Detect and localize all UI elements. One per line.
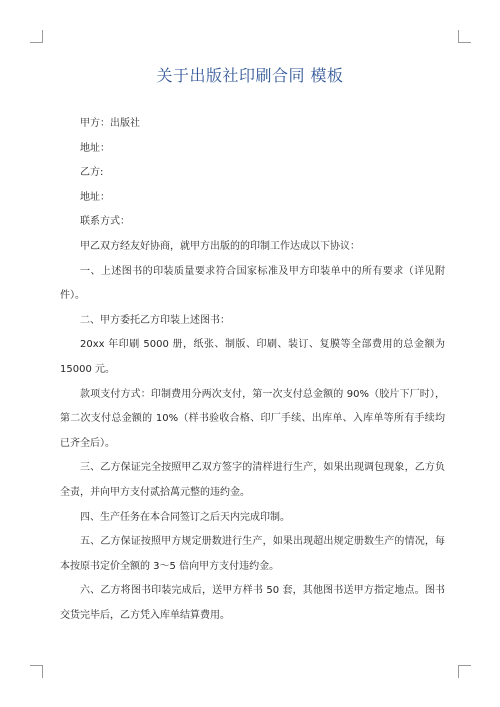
- party-a-field: 甲方：出版社: [80, 118, 140, 129]
- intro-paragraph: 甲乙双方经友好协商，就甲方出版的的印制工作达成以下协议：: [80, 240, 360, 252]
- document-body: [60, 112, 445, 628]
- crop-mark-bottom-left: [30, 665, 43, 678]
- clause-6: 六、乙方将图书印装完成后，送甲方样书 50 套，其他图书送甲方指定地点。图书交货完毕后，乙方凭入库单结算费用。: [60, 585, 445, 621]
- clause-2-detail: 20xx 年印刷 5000 册，纸张、制版、印刷、装订、复膜等全部费用的总金额为 15000 元。: [60, 339, 445, 375]
- clause-2: 二、甲方委托乙方印装上述图书：: [80, 314, 230, 326]
- crop-mark-top-left: [30, 30, 43, 43]
- party-b-field: 乙方:: [80, 167, 104, 179]
- crop-mark-top-right: [458, 30, 471, 43]
- clause-4: 四、生产任务在本合同签订之后天内完成印制。: [80, 511, 290, 523]
- clause-1: 一、上述图书的印装质量要求符合国家标准及甲方印装单中的所有要求（详见附件）。: [60, 265, 445, 302]
- clause-3: 三、乙方保证完全按照甲乙双方签字的清样进行生产，如果出现调包现象，乙方负全责，并向甲方支付贰拾萬元整的违约金。: [60, 462, 445, 498]
- party-a-address-field: 地址：: [80, 142, 110, 154]
- document-title: 关于出版社印刷合同 模板: [156, 66, 344, 85]
- contact-field: 联系方式：: [80, 216, 130, 228]
- clause-5: 五、乙方保证按照甲方规定册数进行生产，如果出现超出规定册数生产的情况，每本按原书定价全额的 3～5 倍向甲方支付违约金。: [60, 536, 445, 572]
- payment-terms: 款项支付方式：印制费用分两次支付，第一次支付总金额的 90%（胶片下厂时），第二次支付总金额的 10%（样书验收合格、印厂手续、出库单、入库单等所有手续均已齐全后）。: [60, 388, 445, 449]
- crop-mark-bottom-right: [458, 665, 471, 678]
- party-b-address-field: 地址：: [80, 191, 110, 203]
